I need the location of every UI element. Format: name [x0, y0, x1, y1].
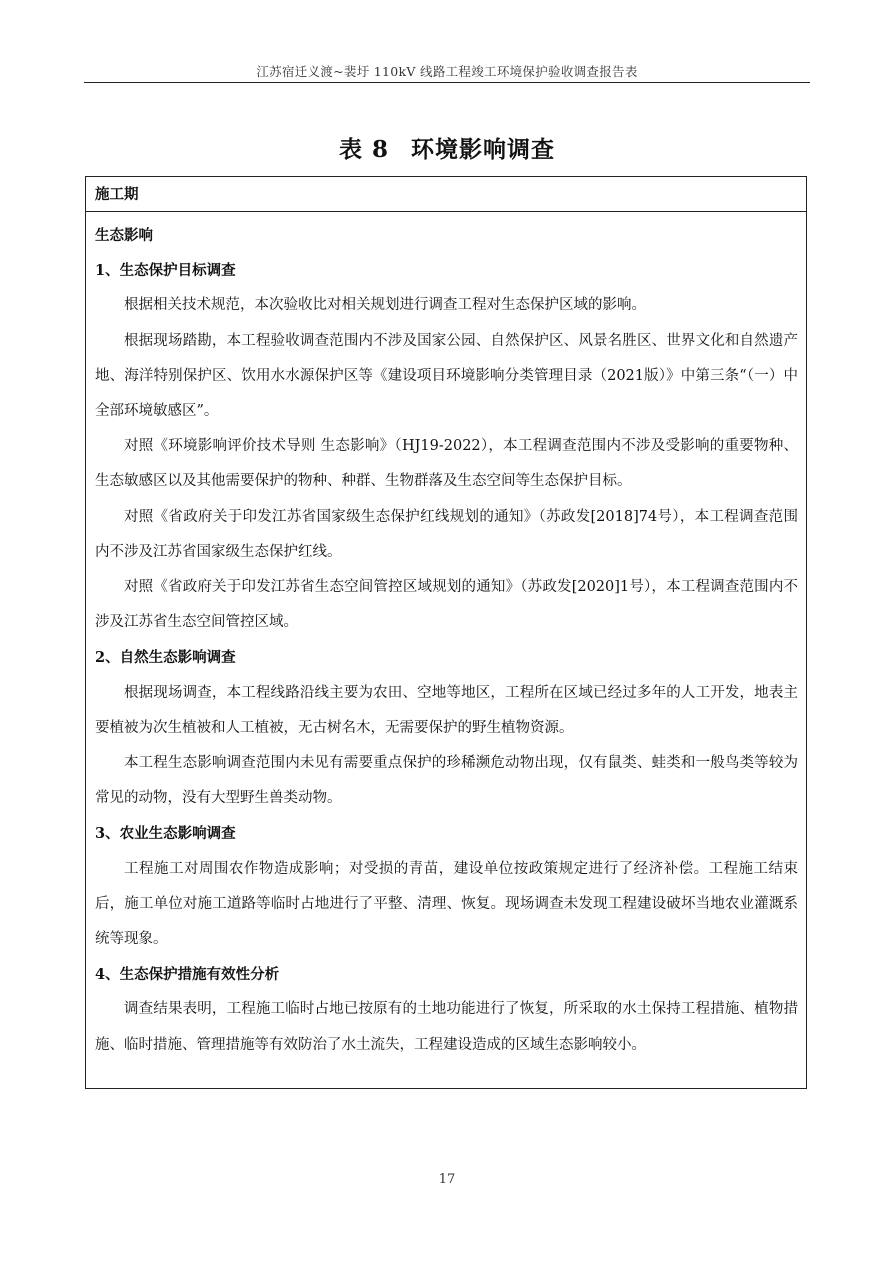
subsection-heading: 4、生态保护措施有效性分析 [95, 966, 280, 984]
paragraph: 根据现场踏勘，本工程验收调查范围内不涉及国家公园、自然保护区、风景名胜区、世界文化和自然遗产地、海洋特别保护区、饮用水水源保护区等《建设项目环境影响分类管理目录（2021版）》中第三条“（一）中全部环境敏感区”。 [95, 332, 798, 420]
table-header-cell: 施工期 [86, 177, 806, 212]
paragraph: 本工程生态影响调查范围内未见有需要重点保护的珍稀濒危动物出现，仅有鼠类、蛙类和一般鸟类等较为常见的动物，没有大型野生兽类动物。 [95, 755, 798, 807]
paragraph: 对照《省政府关于印发江苏省国家级生态保护红线规划的通知》（苏政发[2018]74号），本工程调查范围内不涉及江苏省国家级生态保护红线。 [95, 508, 798, 560]
subsection-heading: 1、生态保护目标调查 [95, 262, 236, 280]
paragraph: 根据相关技术规范，本次验收比对相关规划进行调查工程对生态保护区域的影响。 [124, 297, 646, 314]
report-table [85, 176, 807, 1089]
paragraph: 工程施工对周围农作物造成影响；对受损的青苗，建设单位按政策规定进行了经济补偿。工程施工结束后，施工单位对施工道路等临时占地进行了平整、清理、恢复。现场调查未发现工程建设破坏当地农业灌溉系统等现象。 [95, 860, 798, 948]
table-body-cell [86, 212, 806, 1063]
header-rule [84, 82, 810, 83]
subsection-heading: 3、农业生态影响调查 [95, 825, 236, 843]
paragraph: 调查结果表明，工程施工临时占地已按原有的土地功能进行了恢复，所采取的水土保持工程措施、植物措施、临时措施、管理措施等有效防治了水土流失，工程建设造成的区域生态影响较小。 [95, 1001, 798, 1053]
section-label: 生态影响 [95, 227, 153, 244]
paragraph: 对照《环境影响评价技术导则 生态影响》（HJ19-2022），本工程调查范围内不涉及受影响的重要物种、生态敏感区以及其他需要保护的物种、种群、生物群落及生态空间等生态保护目标。 [95, 438, 798, 490]
table-title-text: 环境影响调查 [411, 136, 555, 163]
table-number: 表 8 [338, 136, 389, 163]
paragraph: 根据现场调查，本工程线路沿线主要为农田、空地等地区，工程所在区域已经过多年的人工开发，地表主要植被为次生植被和人工植被，无古树名木，无需要保护的野生植物资源。 [95, 684, 798, 736]
page-title [84, 131, 810, 164]
page-number: 17 [438, 1172, 456, 1187]
paragraph: 对照《省政府关于印发江苏省生态空间管控区域规划的通知》（苏政发[2020]1号），本工程调查范围内不涉及江苏省生态空间管控区域。 [95, 579, 798, 631]
running-header: 江苏宿迁义渡~裴圩 110kV 线路工程竣工环境保护验收调查报告表 [256, 64, 638, 79]
subsection-heading: 2、自然生态影响调查 [95, 649, 236, 667]
